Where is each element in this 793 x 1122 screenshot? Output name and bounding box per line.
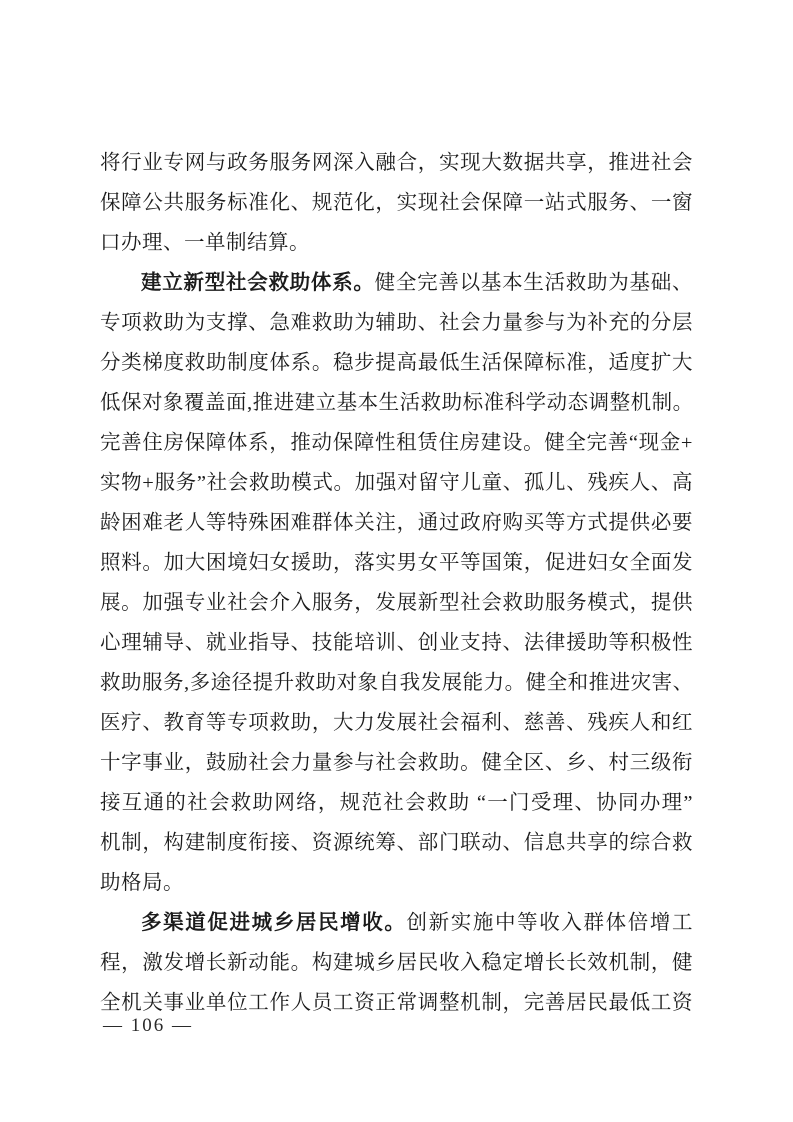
line-text: 全机关事业单位工作人员工资正常调整机制，完善居民最低工资 xyxy=(100,992,693,1014)
line-text: 机制，构建制度衔接、资源统筹、部门联动、信息共享的综合救 xyxy=(100,832,693,854)
text-line xyxy=(100,543,693,583)
text-line xyxy=(100,703,693,743)
line-text: 照料。加大困境妇女援助，落实男女平等国策，促进妇女全面发 xyxy=(100,552,693,574)
text-line xyxy=(100,263,693,303)
text-line xyxy=(100,183,693,223)
line-text: 程，激发增长新动能。构建城乡居民收入稳定增长长效机制，健 xyxy=(100,952,693,974)
line-text: 救助服务,多途径提升救助对象自我发展能力。健全和推进灾害、 xyxy=(100,672,694,694)
line-text: 展。加强专业社会介入服务，发展新型社会救助服务模式，提供 xyxy=(100,592,693,614)
line-text: 低保对象覆盖面,推进建立基本生活救助标准科学动态调整机制。 xyxy=(100,392,694,414)
line-text: 创新实施中等收入群体倍增工 xyxy=(406,912,693,934)
text-line xyxy=(100,823,693,863)
text-line xyxy=(100,303,693,343)
line-text: 龄困难老人等特殊困难群体关注，通过政府购买等方式提供必要 xyxy=(100,512,693,534)
page-number: — 106 — xyxy=(103,1015,193,1036)
text-line xyxy=(100,903,693,943)
text-line xyxy=(100,143,693,183)
text-line xyxy=(100,623,693,663)
line-text: 口办理、一单制结算。 xyxy=(100,232,310,254)
document-body xyxy=(100,143,693,1023)
text-line xyxy=(100,583,693,623)
text-line xyxy=(100,503,693,543)
text-line xyxy=(100,783,693,823)
text-line xyxy=(100,663,693,703)
text-line xyxy=(100,743,693,783)
text-line xyxy=(100,383,693,423)
paragraph-lead-bold: 多渠道促进城乡居民增收。 xyxy=(141,912,407,934)
line-text: 助格局。 xyxy=(100,872,184,894)
paragraph-lead-bold: 建立新型社会救助体系。 xyxy=(141,272,375,294)
text-line xyxy=(100,463,693,503)
text-line xyxy=(100,423,693,463)
line-text: 将行业专网与政务服务网深入融合，实现大数据共享，推进社会 xyxy=(100,152,693,174)
line-text: 实物+服务”社会救助模式。加强对留守儿童、孤儿、残疾人、高 xyxy=(100,472,693,494)
line-text: 健全完善以基本生活救助为基础、 xyxy=(374,272,693,294)
line-text: 专项救助为支撑、急难救助为辅助、社会力量参与为补充的分层 xyxy=(100,312,693,334)
line-text: 完善住房保障体系，推动保障性租赁住房建设。健全完善“现金+ xyxy=(100,432,693,454)
line-text: 心理辅导、就业指导、技能培训、创业支持、法律援助等积极性 xyxy=(100,632,693,654)
text-line xyxy=(100,943,693,983)
line-text: 医疗、教育等专项救助，大力发展社会福利、慈善、残疾人和红 xyxy=(100,712,693,734)
line-text: 分类梯度救助制度体系。稳步提高最低生活保障标准，适度扩大 xyxy=(100,352,693,374)
text-line xyxy=(100,343,693,383)
line-text: 接互通的社会救助网络，规范社会救助 “一门受理、协同办理” xyxy=(100,792,693,814)
text-line xyxy=(100,223,693,263)
text-line xyxy=(100,863,693,903)
line-text: 十字事业，鼓励社会力量参与社会救助。健全区、乡、村三级衔 xyxy=(100,752,693,774)
line-text: 保障公共服务标准化、规范化，实现社会保障一站式服务、一窗 xyxy=(100,192,693,214)
